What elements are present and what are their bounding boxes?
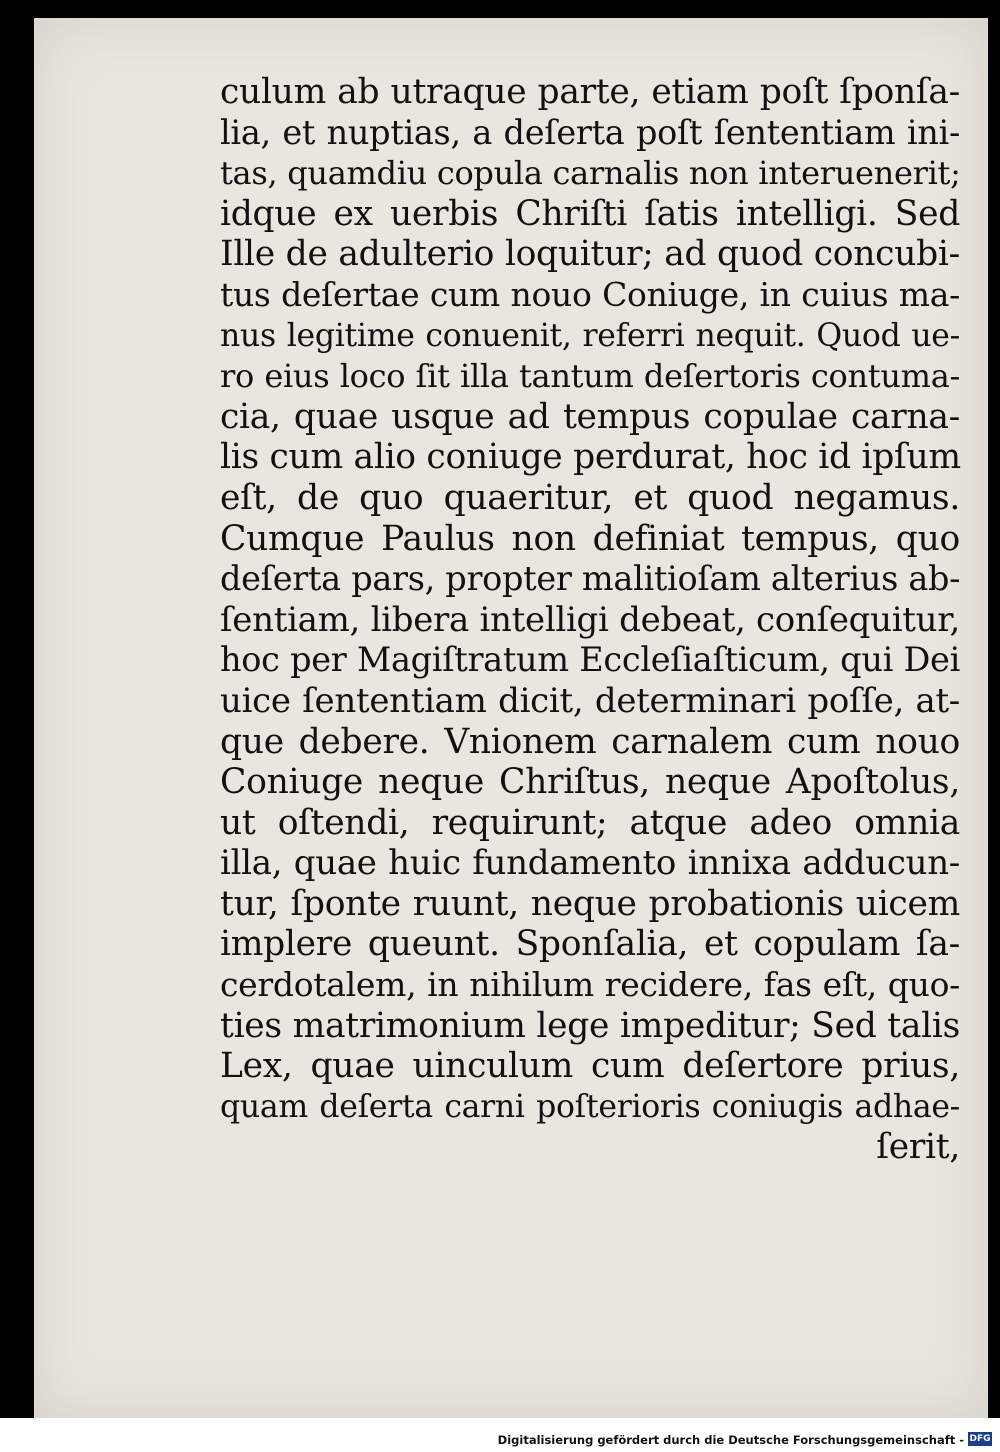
text-line: lia, et nuptias, a deſerta poſt ſententiam ini- xyxy=(220,112,960,152)
text-line: Cumque Paulus non definiat tempus, quo xyxy=(220,518,960,559)
funding-credit: Digitalisierung gefördert durch die Deutsche Forschungsgemeinschaft - xyxy=(497,1433,964,1447)
text-line: tus deſertae cum nouo Coniuge, in cuius ma- xyxy=(220,274,960,314)
text-line: tas, quamdiu copula carnalis non interuenerit; xyxy=(220,154,961,193)
text-line: deſerta pars, propter malitioſam alterius ab- xyxy=(220,559,961,599)
text-line: lis cum alio coniuge perdurat, hoc id ipſum xyxy=(220,437,961,478)
text-line: eſt, de quo quaeritur, et quod negamus. xyxy=(220,477,960,518)
text-line: idque ex uerbis Chriſti ſatis intelligi. Sed xyxy=(220,193,960,234)
dfg-logo-icon: DFG xyxy=(969,1434,991,1444)
text-line: Coniuge neque Chriſtus, neque Apoſtolus, xyxy=(220,762,960,803)
text-line: ties matrimonium lege impeditur; Sed talis xyxy=(220,1005,960,1046)
text-line: Ille de adulterio loquitur; ad quod concubi- xyxy=(220,234,960,275)
text-line: ſentiam, libera intelligi debeat, conſequitur, xyxy=(220,599,960,640)
text-line: ro eius loco ſit illa tantum deſertoris contuma- xyxy=(220,357,960,396)
text-line: tur, ſponte ruunt, neque probationis uicem xyxy=(220,883,960,924)
text-line: que debere. Vnionem carnalem cum nouo xyxy=(220,721,960,762)
text-line: illa, quae huic fundamento innixa adducun- xyxy=(220,843,960,884)
text-line: quam deſerta carni poſterioris coniugis adhae- xyxy=(220,1088,960,1125)
text-line: uice ſententiam dicit, determinari poſſe, at- xyxy=(220,680,960,721)
text-line: ut oſtendi, requirunt; atque adeo omnia xyxy=(220,802,960,843)
text-line: nus legitime conuenit, referri nequit. Quod ue- xyxy=(220,317,960,354)
digitization-footer xyxy=(0,1418,1000,1452)
text-line: culum ab utraque parte, etiam poſt ſponſa- xyxy=(220,72,960,112)
page-text xyxy=(220,72,960,1168)
text-line: hoc per Magiſtratum Eccleſiaſticum, qui Dei xyxy=(220,640,960,680)
text-line: implere queunt. Sponſalia, et copulam ſa- xyxy=(220,924,960,965)
text-line: Lex, quae uinculum cum deſertore prius, xyxy=(220,1046,960,1087)
text-line: cia, quae usque ad tempus copulae carna- xyxy=(220,396,960,437)
catchword: ſerit, xyxy=(876,1127,960,1168)
text-line: cerdotalem, in nihilum recidere, fas eſt, quo- xyxy=(220,965,960,1005)
